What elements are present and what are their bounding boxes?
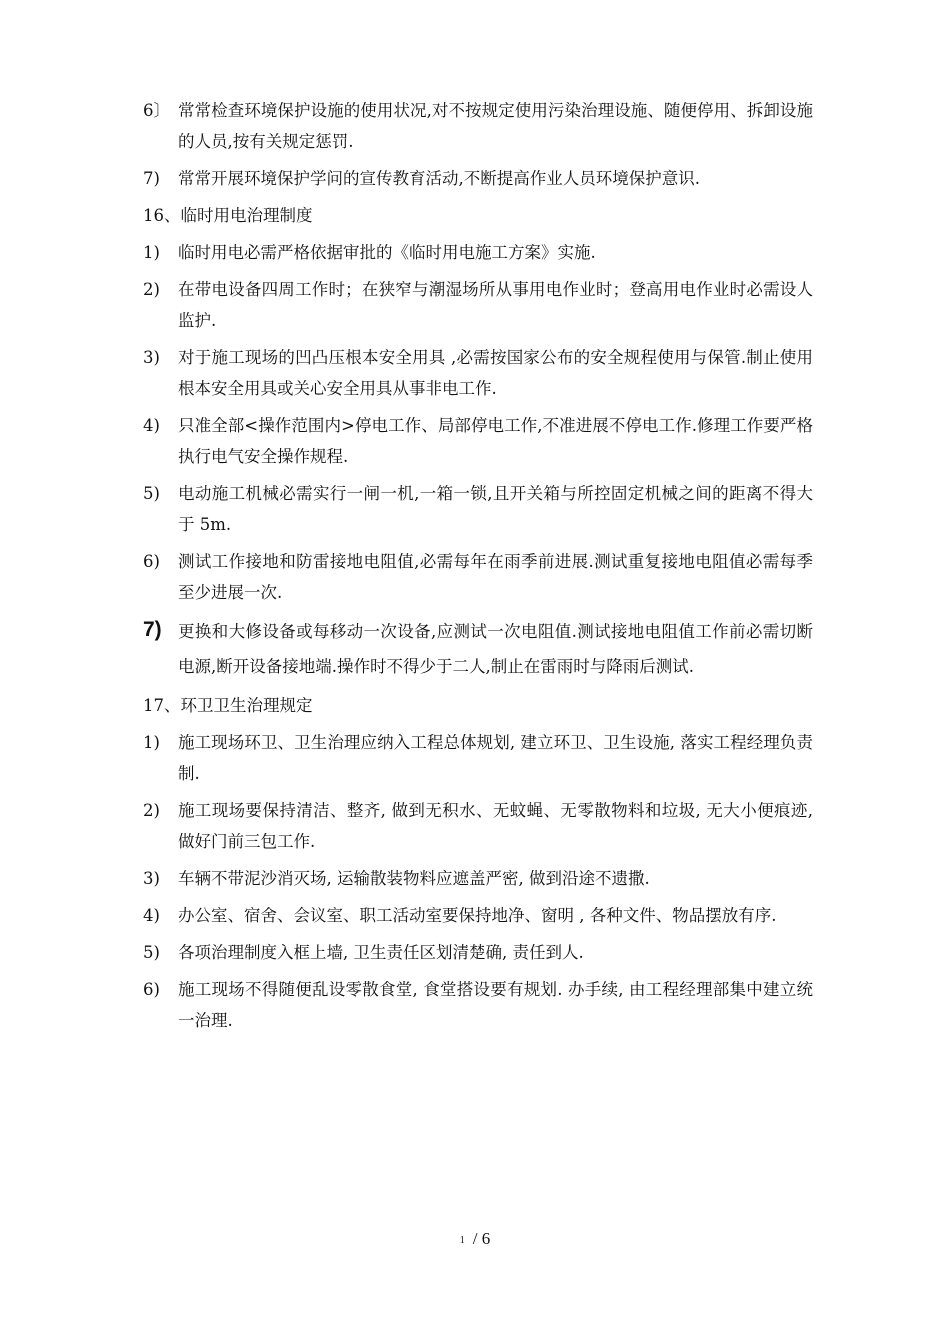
list-item [143,163,813,194]
list-item [143,900,813,931]
page-number: 1 [459,1234,465,1246]
item-number: 6〕 [143,101,170,120]
item-number: 2) [143,280,160,299]
item-number: 4) [143,416,160,435]
item-text: 办公室、宿舍、会议室、职工活动室要保持地净、窗明 , 各种文件、物品摆放有序. [178,906,777,925]
section-heading: 17、环卫卫生治理规定 [143,696,313,715]
item-text: 测试工作接地和防雷接地电阻值,必需每年在雨季前进展.测试重复接地电阻值必需每季至少进展一次. [178,552,813,602]
item-text: 各项治理制度入框上墙, 卫生责任区划清楚确, 责任到人. [178,943,584,962]
item-text: 常常开展环境保护学问的宣传教育活动,不断提高作业人员环境保护意识. [178,169,700,188]
item-text: 对于施工现场的凹凸压根本安全用具 ,必需按国家公布的安全规程使用与保管.制止使用根本安全用具或关心安全用具从事非电工作. [178,348,813,398]
list-item [143,237,813,268]
list-item [143,342,813,404]
item-number: 7) [143,169,160,188]
item-text: 临时用电必需严格依据审批的《临时用电施工方案》实施. [178,243,596,262]
item-text: 只准全部<操作范围内>停电工作、局部停电工作,不准进展不停电工作.修理工作要严格执行电气安全操作规程. [178,416,813,466]
item-number: 7) [143,618,162,641]
item-text: 在带电设备四周工作时；在狭窄与潮湿场所从事用电作业时；登高用电作业时必需设人监护. [178,280,813,330]
list-item [143,727,813,789]
list-item [143,614,813,684]
item-number: 5) [143,943,160,962]
page-total: / 6 [472,1229,491,1248]
document-body [143,95,813,1042]
list-item [143,410,813,472]
item-number: 6) [143,552,160,571]
item-text: 更换和大修设备或每移动一次设备,应测试一次电阻值.测试接地电阻值工作前必需切断电源,断开设备接地端.操作时不得少于二人,制止在雷雨时与降雨后测试. [178,622,813,676]
item-text: 施工现场环卫、卫生治理应纳入工程总体规划, 建立环卫、卫生设施, 落实工程经理负责制. [178,733,813,783]
list-item [143,863,813,894]
item-number: 1) [143,733,160,752]
item-number: 3) [143,869,160,888]
item-text: 施工现场要保持清洁、整齐, 做到无积水、无蚊蝇、无零散物料和垃圾, 无大小便痕迹, 做好门前三包工作. [178,801,813,851]
list-item [143,95,813,157]
page-footer [0,1229,950,1249]
item-number: 5) [143,484,160,503]
section-heading: 16、临时用电治理制度 [143,206,313,225]
item-text: 电动施工机械必需实行一闸一机,一箱一锁,且开关箱与所控固定机械之间的距离不得大于 5m. [178,484,813,534]
item-text: 车辆不带泥沙消灭场, 运输散装物料应遮盖严密, 做到沿途不遗撒. [178,869,650,888]
item-number: 6) [143,980,160,999]
item-text: 施工现场不得随便乱设零散食堂, 食堂搭设要有规划. 办手续, 由工程经理部集中建立统一治理. [178,980,813,1030]
item-number: 4) [143,906,160,925]
item-number: 1) [143,243,160,262]
list-item [143,478,813,540]
list-item [143,546,813,608]
list-item [143,974,813,1036]
item-number: 3) [143,348,160,367]
list-item [143,937,813,968]
item-number: 2) [143,801,160,820]
list-item [143,274,813,336]
list-item [143,795,813,857]
item-text: 常常检查环境保护设施的使用状况,对不按规定使用污染治理设施、随便停用、拆卸设施的人员,按有关规定惩罚. [178,101,813,151]
